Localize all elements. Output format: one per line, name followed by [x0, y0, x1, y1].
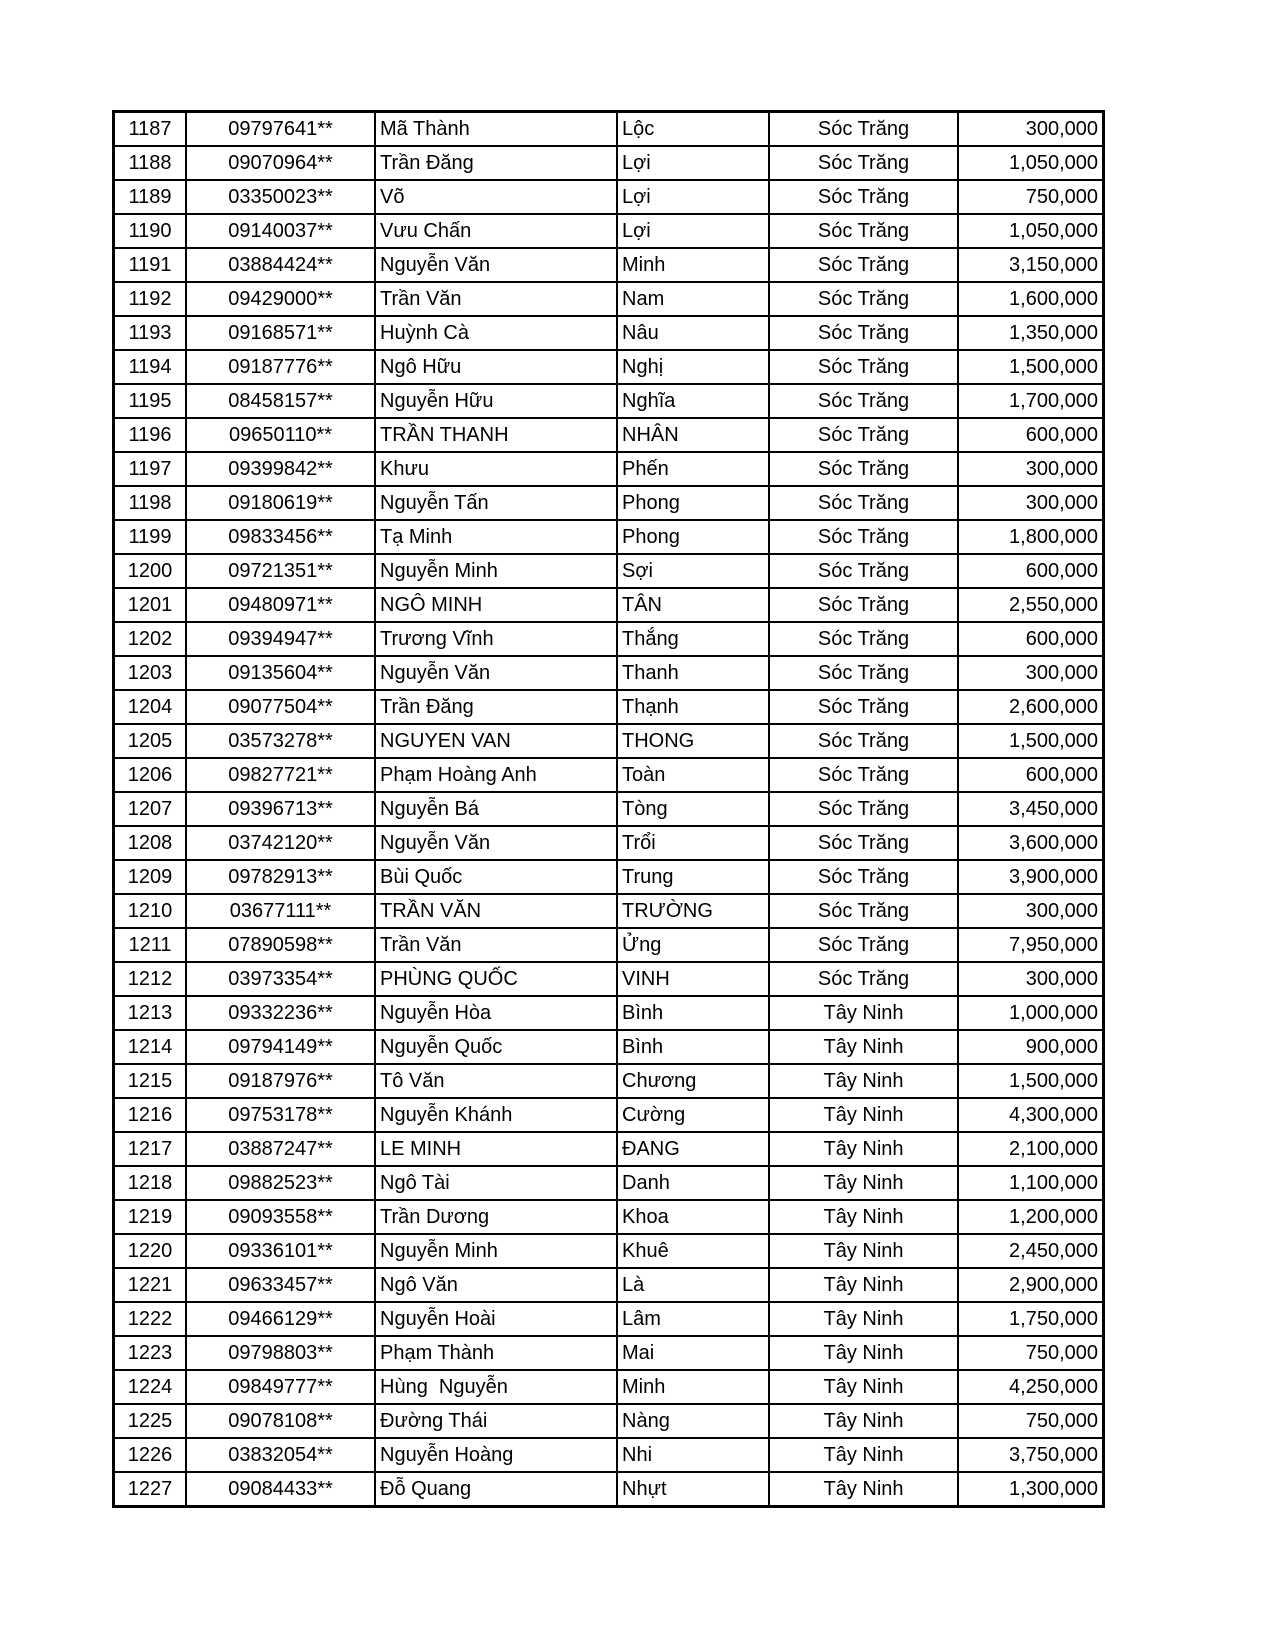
cell-phone: 03832054** — [186, 1438, 375, 1472]
table-row — [114, 996, 1104, 1030]
cell-amount: 2,100,000 — [958, 1132, 1104, 1166]
cell-index: 1204 — [114, 690, 187, 724]
cell-phone: 09077504** — [186, 690, 375, 724]
cell-first-name: Đường Thái — [375, 1404, 617, 1438]
cell-phone: 09394947** — [186, 622, 375, 656]
cell-amount: 1,600,000 — [958, 282, 1104, 316]
cell-province: Sóc Trăng — [769, 248, 958, 282]
cell-last-name: Là — [617, 1268, 769, 1302]
cell-amount: 300,000 — [958, 656, 1104, 690]
cell-index: 1211 — [114, 928, 187, 962]
cell-index: 1203 — [114, 656, 187, 690]
cell-amount: 1,050,000 — [958, 214, 1104, 248]
cell-province: Tây Ninh — [769, 1132, 958, 1166]
cell-first-name: Nguyễn Bá — [375, 792, 617, 826]
cell-amount: 900,000 — [958, 1030, 1104, 1064]
cell-phone: 09135604** — [186, 656, 375, 690]
table-row — [114, 690, 1104, 724]
cell-first-name: Tô Văn — [375, 1064, 617, 1098]
cell-last-name: Thạnh — [617, 690, 769, 724]
table-row — [114, 214, 1104, 248]
cell-phone: 09849777** — [186, 1370, 375, 1404]
table-row — [114, 826, 1104, 860]
cell-last-name: Mai — [617, 1336, 769, 1370]
cell-province: Tây Ninh — [769, 1404, 958, 1438]
cell-phone: 03887247** — [186, 1132, 375, 1166]
cell-province: Sóc Trăng — [769, 724, 958, 758]
cell-amount: 1,800,000 — [958, 520, 1104, 554]
cell-phone: 09794149** — [186, 1030, 375, 1064]
cell-index: 1220 — [114, 1234, 187, 1268]
cell-amount: 2,600,000 — [958, 690, 1104, 724]
cell-phone: 09078108** — [186, 1404, 375, 1438]
cell-index: 1194 — [114, 350, 187, 384]
cell-first-name: Nguyễn Hữu — [375, 384, 617, 418]
cell-phone: 09168571** — [186, 316, 375, 350]
table-row — [114, 724, 1104, 758]
cell-amount: 4,250,000 — [958, 1370, 1104, 1404]
cell-last-name: Ửng — [617, 928, 769, 962]
cell-index: 1222 — [114, 1302, 187, 1336]
cell-first-name: Nguyễn Hoài — [375, 1302, 617, 1336]
cell-amount: 600,000 — [958, 418, 1104, 452]
cell-first-name: Trần Đăng — [375, 690, 617, 724]
cell-province: Sóc Trăng — [769, 758, 958, 792]
cell-last-name: Trổi — [617, 826, 769, 860]
cell-phone: 09093558** — [186, 1200, 375, 1234]
records-table — [112, 110, 1105, 1508]
table-row — [114, 1064, 1104, 1098]
cell-phone: 08458157** — [186, 384, 375, 418]
cell-first-name: Nguyễn Hoàng — [375, 1438, 617, 1472]
cell-amount: 1,100,000 — [958, 1166, 1104, 1200]
cell-last-name: Trung — [617, 860, 769, 894]
table-row — [114, 1200, 1104, 1234]
cell-province: Tây Ninh — [769, 1438, 958, 1472]
cell-amount: 2,550,000 — [958, 588, 1104, 622]
cell-index: 1208 — [114, 826, 187, 860]
cell-province: Sóc Trăng — [769, 792, 958, 826]
cell-phone: 03573278** — [186, 724, 375, 758]
cell-first-name: PHÙNG QUỐC — [375, 962, 617, 996]
cell-province: Sóc Trăng — [769, 520, 958, 554]
cell-index: 1187 — [114, 112, 187, 147]
cell-index: 1219 — [114, 1200, 187, 1234]
table-row — [114, 146, 1104, 180]
cell-province: Sóc Trăng — [769, 214, 958, 248]
cell-last-name: Lộc — [617, 112, 769, 147]
cell-first-name: Đỗ Quang — [375, 1472, 617, 1507]
cell-index: 1218 — [114, 1166, 187, 1200]
cell-amount: 300,000 — [958, 112, 1104, 147]
table-row — [114, 1472, 1104, 1507]
cell-first-name: Võ — [375, 180, 617, 214]
cell-province: Sóc Trăng — [769, 554, 958, 588]
cell-last-name: TRƯỜNG — [617, 894, 769, 928]
cell-last-name: Minh — [617, 248, 769, 282]
cell-last-name: Toàn — [617, 758, 769, 792]
cell-last-name: Khoa — [617, 1200, 769, 1234]
cell-first-name: Mã Thành — [375, 112, 617, 147]
cell-last-name: Bình — [617, 1030, 769, 1064]
cell-index: 1221 — [114, 1268, 187, 1302]
cell-index: 1197 — [114, 452, 187, 486]
cell-province: Sóc Trăng — [769, 384, 958, 418]
cell-phone: 03677111** — [186, 894, 375, 928]
cell-phone: 09466129** — [186, 1302, 375, 1336]
cell-phone: 09882523** — [186, 1166, 375, 1200]
cell-index: 1225 — [114, 1404, 187, 1438]
cell-province: Sóc Trăng — [769, 928, 958, 962]
cell-last-name: Minh — [617, 1370, 769, 1404]
table-row — [114, 1268, 1104, 1302]
records-table-body — [114, 112, 1104, 1507]
records-table-container — [112, 110, 1105, 1508]
cell-amount: 3,450,000 — [958, 792, 1104, 826]
cell-amount: 3,600,000 — [958, 826, 1104, 860]
cell-province: Sóc Trăng — [769, 486, 958, 520]
cell-province: Sóc Trăng — [769, 350, 958, 384]
cell-province: Tây Ninh — [769, 1370, 958, 1404]
cell-index: 1213 — [114, 996, 187, 1030]
cell-last-name: Sợi — [617, 554, 769, 588]
table-row — [114, 180, 1104, 214]
cell-index: 1207 — [114, 792, 187, 826]
table-row — [114, 758, 1104, 792]
table-row — [114, 1234, 1104, 1268]
cell-last-name: Lợi — [617, 214, 769, 248]
cell-province: Sóc Trăng — [769, 962, 958, 996]
cell-first-name: Tạ Minh — [375, 520, 617, 554]
table-row — [114, 1098, 1104, 1132]
cell-last-name: Khuê — [617, 1234, 769, 1268]
cell-index: 1223 — [114, 1336, 187, 1370]
cell-phone: 09480971** — [186, 588, 375, 622]
cell-province: Tây Ninh — [769, 1472, 958, 1507]
cell-index: 1215 — [114, 1064, 187, 1098]
cell-first-name: TRẦN THANH — [375, 418, 617, 452]
cell-last-name: Nhi — [617, 1438, 769, 1472]
cell-last-name: Thanh — [617, 656, 769, 690]
cell-amount: 600,000 — [958, 622, 1104, 656]
cell-first-name: TRẦN VĂN — [375, 894, 617, 928]
cell-amount: 1,500,000 — [958, 1064, 1104, 1098]
cell-last-name: Bình — [617, 996, 769, 1030]
cell-amount: 2,900,000 — [958, 1268, 1104, 1302]
cell-phone: 09429000** — [186, 282, 375, 316]
cell-province: Sóc Trăng — [769, 860, 958, 894]
table-row — [114, 792, 1104, 826]
cell-first-name: LE MINH — [375, 1132, 617, 1166]
cell-amount: 3,750,000 — [958, 1438, 1104, 1472]
cell-last-name: Chương — [617, 1064, 769, 1098]
cell-index: 1209 — [114, 860, 187, 894]
cell-amount: 1,750,000 — [958, 1302, 1104, 1336]
table-row — [114, 520, 1104, 554]
cell-amount: 1,700,000 — [958, 384, 1104, 418]
cell-index: 1201 — [114, 588, 187, 622]
cell-province: Sóc Trăng — [769, 588, 958, 622]
table-row — [114, 1438, 1104, 1472]
cell-amount: 4,300,000 — [958, 1098, 1104, 1132]
cell-first-name: Huỳnh Cà — [375, 316, 617, 350]
cell-province: Sóc Trăng — [769, 282, 958, 316]
cell-phone: 09833456** — [186, 520, 375, 554]
cell-first-name: Phạm Thành — [375, 1336, 617, 1370]
table-row — [114, 622, 1104, 656]
table-row — [114, 1302, 1104, 1336]
cell-index: 1198 — [114, 486, 187, 520]
table-row — [114, 282, 1104, 316]
table-row — [114, 452, 1104, 486]
cell-first-name: Vưu Chấn — [375, 214, 617, 248]
cell-amount: 3,900,000 — [958, 860, 1104, 894]
cell-amount: 300,000 — [958, 962, 1104, 996]
cell-province: Tây Ninh — [769, 1064, 958, 1098]
cell-province: Sóc Trăng — [769, 112, 958, 147]
table-row — [114, 1030, 1104, 1064]
cell-amount: 7,950,000 — [958, 928, 1104, 962]
cell-phone: 09399842** — [186, 452, 375, 486]
cell-index: 1205 — [114, 724, 187, 758]
cell-amount: 3,150,000 — [958, 248, 1104, 282]
cell-index: 1193 — [114, 316, 187, 350]
table-row — [114, 316, 1104, 350]
cell-phone: 09084433** — [186, 1472, 375, 1507]
cell-first-name: Nguyễn Văn — [375, 248, 617, 282]
cell-phone: 09070964** — [186, 146, 375, 180]
table-row — [114, 418, 1104, 452]
cell-amount: 1,200,000 — [958, 1200, 1104, 1234]
cell-phone: 09782913** — [186, 860, 375, 894]
cell-index: 1224 — [114, 1370, 187, 1404]
cell-province: Tây Ninh — [769, 1302, 958, 1336]
cell-last-name: Cường — [617, 1098, 769, 1132]
cell-first-name: Nguyễn Minh — [375, 554, 617, 588]
table-row — [114, 1336, 1104, 1370]
cell-phone: 09798803** — [186, 1336, 375, 1370]
cell-phone: 09633457** — [186, 1268, 375, 1302]
cell-amount: 1,350,000 — [958, 316, 1104, 350]
cell-index: 1206 — [114, 758, 187, 792]
cell-phone: 09336101** — [186, 1234, 375, 1268]
cell-phone: 09396713** — [186, 792, 375, 826]
cell-index: 1189 — [114, 180, 187, 214]
cell-last-name: Nàng — [617, 1404, 769, 1438]
cell-amount: 600,000 — [958, 758, 1104, 792]
cell-amount: 300,000 — [958, 894, 1104, 928]
cell-province: Sóc Trăng — [769, 826, 958, 860]
cell-first-name: Nguyễn Văn — [375, 656, 617, 690]
cell-last-name: Phong — [617, 486, 769, 520]
cell-province: Sóc Trăng — [769, 180, 958, 214]
cell-first-name: Trần Văn — [375, 928, 617, 962]
cell-first-name: Trần Văn — [375, 282, 617, 316]
cell-first-name: Nguyễn Khánh — [375, 1098, 617, 1132]
cell-last-name: Nghĩa — [617, 384, 769, 418]
cell-phone: 09827721** — [186, 758, 375, 792]
table-row — [114, 486, 1104, 520]
cell-phone: 09180619** — [186, 486, 375, 520]
cell-index: 1200 — [114, 554, 187, 588]
cell-amount: 750,000 — [958, 180, 1104, 214]
cell-index: 1199 — [114, 520, 187, 554]
table-row — [114, 894, 1104, 928]
cell-last-name: Tòng — [617, 792, 769, 826]
table-row — [114, 656, 1104, 690]
cell-phone: 09797641** — [186, 112, 375, 147]
cell-province: Sóc Trăng — [769, 622, 958, 656]
cell-last-name: Lâm — [617, 1302, 769, 1336]
cell-first-name: Phạm Hoàng Anh — [375, 758, 617, 792]
cell-province: Sóc Trăng — [769, 894, 958, 928]
cell-last-name: TÂN — [617, 588, 769, 622]
cell-amount: 750,000 — [958, 1336, 1104, 1370]
cell-last-name: VINH — [617, 962, 769, 996]
cell-last-name: Nhựt — [617, 1472, 769, 1507]
cell-first-name: NGUYEN VAN — [375, 724, 617, 758]
cell-first-name: Nguyễn Văn — [375, 826, 617, 860]
cell-amount: 300,000 — [958, 486, 1104, 520]
cell-last-name: NHÂN — [617, 418, 769, 452]
cell-index: 1227 — [114, 1472, 187, 1507]
cell-phone: 09332236** — [186, 996, 375, 1030]
cell-index: 1190 — [114, 214, 187, 248]
cell-index: 1210 — [114, 894, 187, 928]
cell-province: Sóc Trăng — [769, 146, 958, 180]
cell-province: Tây Ninh — [769, 1234, 958, 1268]
cell-first-name: Trương Vĩnh — [375, 622, 617, 656]
cell-amount: 300,000 — [958, 452, 1104, 486]
cell-last-name: Lợi — [617, 180, 769, 214]
cell-province: Sóc Trăng — [769, 452, 958, 486]
cell-phone: 09721351** — [186, 554, 375, 588]
cell-last-name: Phến — [617, 452, 769, 486]
cell-phone: 09650110** — [186, 418, 375, 452]
table-row — [114, 554, 1104, 588]
table-row — [114, 588, 1104, 622]
table-row — [114, 112, 1104, 147]
cell-first-name: Nguyễn Quốc — [375, 1030, 617, 1064]
cell-province: Tây Ninh — [769, 1098, 958, 1132]
table-row — [114, 350, 1104, 384]
cell-amount: 1,500,000 — [958, 350, 1104, 384]
cell-index: 1212 — [114, 962, 187, 996]
table-row — [114, 1132, 1104, 1166]
cell-index: 1192 — [114, 282, 187, 316]
cell-province: Tây Ninh — [769, 1268, 958, 1302]
cell-phone: 07890598** — [186, 928, 375, 962]
cell-index: 1195 — [114, 384, 187, 418]
cell-first-name: Hùng Nguyễn — [375, 1370, 617, 1404]
cell-amount: 600,000 — [958, 554, 1104, 588]
cell-index: 1188 — [114, 146, 187, 180]
cell-province: Sóc Trăng — [769, 656, 958, 690]
cell-phone: 03350023** — [186, 180, 375, 214]
cell-province: Sóc Trăng — [769, 418, 958, 452]
cell-last-name: THONG — [617, 724, 769, 758]
cell-amount: 750,000 — [958, 1404, 1104, 1438]
cell-province: Tây Ninh — [769, 1336, 958, 1370]
cell-first-name: Nguyễn Tấn — [375, 486, 617, 520]
cell-last-name: Nâu — [617, 316, 769, 350]
cell-phone: 09187776** — [186, 350, 375, 384]
cell-last-name: Thắng — [617, 622, 769, 656]
cell-province: Sóc Trăng — [769, 316, 958, 350]
cell-first-name: Nguyễn Minh — [375, 1234, 617, 1268]
cell-amount: 1,050,000 — [958, 146, 1104, 180]
cell-last-name: Nghị — [617, 350, 769, 384]
cell-first-name: Nguyễn Hòa — [375, 996, 617, 1030]
cell-amount: 1,300,000 — [958, 1472, 1104, 1507]
cell-index: 1191 — [114, 248, 187, 282]
cell-phone: 09140037** — [186, 214, 375, 248]
cell-phone: 03742120** — [186, 826, 375, 860]
cell-last-name: Nam — [617, 282, 769, 316]
cell-index: 1196 — [114, 418, 187, 452]
table-row — [114, 1370, 1104, 1404]
cell-province: Tây Ninh — [769, 996, 958, 1030]
table-row — [114, 928, 1104, 962]
cell-amount: 1,000,000 — [958, 996, 1104, 1030]
cell-phone: 09753178** — [186, 1098, 375, 1132]
cell-index: 1226 — [114, 1438, 187, 1472]
cell-first-name: Trần Đăng — [375, 146, 617, 180]
cell-first-name: NGÔ MINH — [375, 588, 617, 622]
table-row — [114, 248, 1104, 282]
table-row — [114, 860, 1104, 894]
cell-last-name: ĐANG — [617, 1132, 769, 1166]
table-row — [114, 962, 1104, 996]
cell-last-name: Lợi — [617, 146, 769, 180]
cell-first-name: Khưu — [375, 452, 617, 486]
cell-phone: 03973354** — [186, 962, 375, 996]
cell-province: Tây Ninh — [769, 1030, 958, 1064]
cell-last-name: Phong — [617, 520, 769, 554]
cell-index: 1202 — [114, 622, 187, 656]
cell-index: 1214 — [114, 1030, 187, 1064]
table-row — [114, 384, 1104, 418]
cell-amount: 2,450,000 — [958, 1234, 1104, 1268]
cell-index: 1216 — [114, 1098, 187, 1132]
cell-last-name: Danh — [617, 1166, 769, 1200]
table-row — [114, 1404, 1104, 1438]
cell-first-name: Ngô Văn — [375, 1268, 617, 1302]
cell-first-name: Bùi Quốc — [375, 860, 617, 894]
cell-first-name: Trần Dương — [375, 1200, 617, 1234]
cell-phone: 09187976** — [186, 1064, 375, 1098]
cell-first-name: Ngô Hữu — [375, 350, 617, 384]
cell-amount: 1,500,000 — [958, 724, 1104, 758]
cell-first-name: Ngô Tài — [375, 1166, 617, 1200]
cell-province: Tây Ninh — [769, 1200, 958, 1234]
cell-province: Sóc Trăng — [769, 690, 958, 724]
cell-index: 1217 — [114, 1132, 187, 1166]
cell-phone: 03884424** — [186, 248, 375, 282]
table-row — [114, 1166, 1104, 1200]
cell-province: Tây Ninh — [769, 1166, 958, 1200]
